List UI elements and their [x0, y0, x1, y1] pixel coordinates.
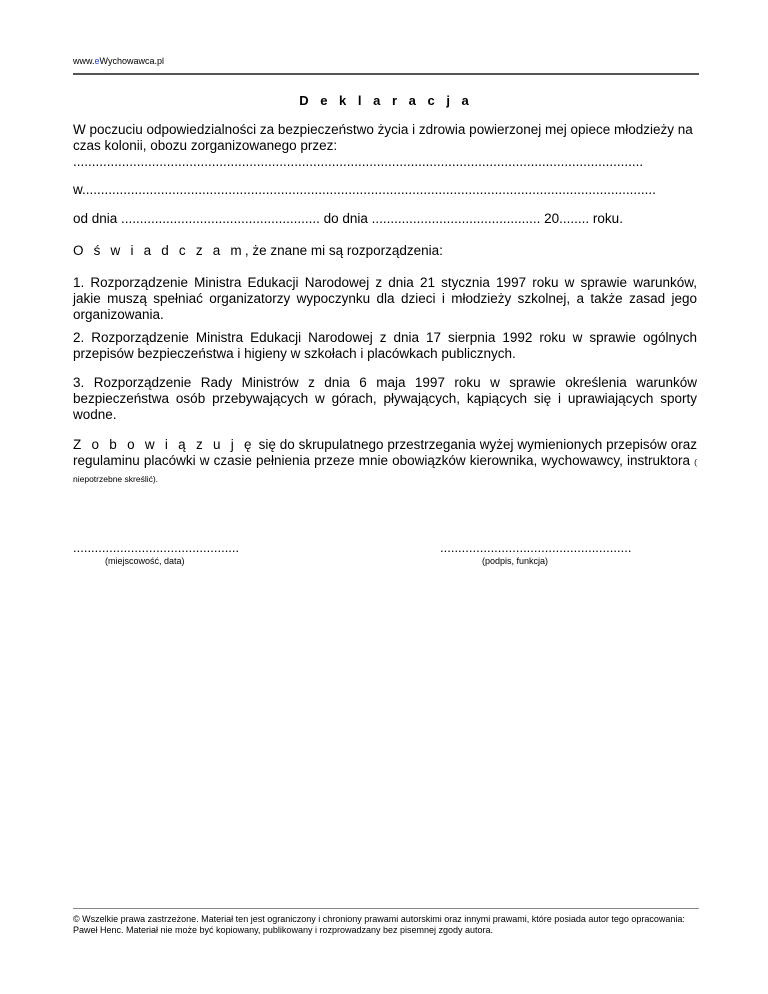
signature-place-date	[73, 540, 239, 566]
place-date-caption: (miejscowość, data)	[105, 556, 185, 566]
location-line: w.........................................................................................................................................................	[73, 182, 656, 197]
commitment-note: ( niepotrzebne skreślić).	[73, 457, 697, 484]
commitment-spaced-word: Z o b o w i ą z u j ę	[73, 437, 255, 452]
dates-line: od dnia ..................................................... do dnia ............................................. 20........ roku.	[73, 211, 623, 226]
site-prefix: www.	[73, 56, 95, 66]
regulation-item-1: 1. Rozporządzenie Ministra Edukacji Narodowej z dnia 21 stycznia 1997 roku w sprawie warunków, jakie muszą spełniać organizatorzy wypoczynku dla dzieci i młodzieży szkolnej, a także zasad jego organizowania.	[73, 275, 697, 322]
declaration-line	[73, 243, 697, 259]
commitment-paragraph	[73, 437, 697, 487]
regulation-item-2: 2. Rozporządzenie Ministra Edukacji Narodowej z dnia 17 sierpnia 1992 roku w sprawie ogólnych przepisów bezpieczeństwa i higieny w szkołach i placówkach publicznych.	[73, 330, 697, 361]
signature-function	[440, 540, 631, 566]
signature-caption: (podpis, funkcja)	[482, 556, 549, 566]
site-name: Wychowawca.pl	[99, 56, 164, 66]
copyright-footer: © Wszelkie prawa zastrzeżone. Materiał ten jest ograniczony i chroniony prawami autorskimi oraz innymi prawami, które posiada autor tego opracowania: Paweł Henc. Materiał nie może być kopiowany, publikowany i rozprowadzany bez pisemnej zgody autora.	[73, 914, 685, 935]
regulation-item-3: 3. Rozporządzenie Rady Ministrów z dnia 6 maja 1997 roku w sprawie określenia warunków bezpieczeństwa osób przebywających w górach, pływających, kąpiących się i uprawiających sporty wodne.	[73, 375, 697, 422]
organizer-dotted-line: ........................................................................................................................................................	[73, 154, 644, 169]
signature-dotted-line: .....................................................	[440, 540, 632, 555]
place-date-dotted-line: ..............................................	[73, 540, 240, 555]
commitment-rest: się do skrupulatnego przestrzegania wyżej wymienionych przepisów oraz regulaminu placówki w czasie pełnienia przeze mnie obowiązków kierownika, wychowawcy, instruktora	[73, 437, 698, 468]
intro-paragraph	[73, 122, 697, 170]
declaration-rest: , że znane mi są rozporządzenia:	[244, 243, 443, 258]
declaration-spaced-word: O ś w i a d c z a m	[73, 243, 245, 258]
footer-divider	[73, 908, 699, 909]
site-header	[73, 56, 164, 66]
document-title: D e k l a r a c j a	[299, 93, 473, 108]
site-e-letter: e	[94, 56, 100, 66]
header-divider	[73, 73, 699, 75]
intro-text: W poczuciu odpowiedzialności za bezpieczeństwo życia i zdrowia powierzonej mej opiece młodzieży na czas kolonii, obozu zorganizowanego przez:	[73, 122, 693, 153]
